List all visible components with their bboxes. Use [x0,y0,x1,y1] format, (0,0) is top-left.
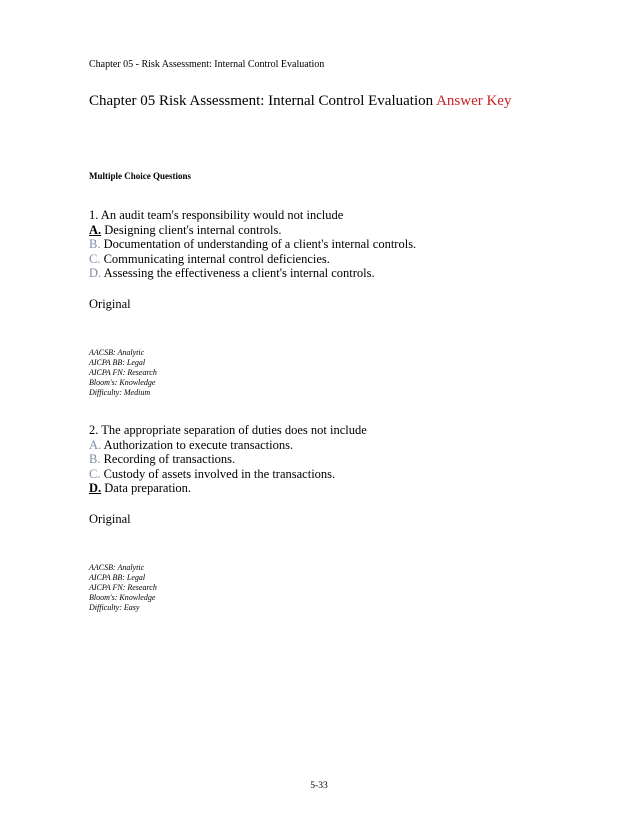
option-letter: A. [89,437,102,452]
title-main: Chapter 05 Risk Assessment: Internal Control Evaluation [89,93,434,109]
option-text: Recording of transactions. [103,452,236,466]
tag-aicpa-bb: AICPA BB: Legal [89,357,146,367]
tag-aicpa-fn: AICPA FN: Research [89,367,157,377]
option-letter: C. [89,466,101,481]
option-letter: D. [89,266,102,280]
option-d [89,481,559,496]
option-c [89,252,559,267]
option-letter: B. [89,237,101,251]
question-tags [89,348,559,398]
option-text: Data preparation. [104,481,192,495]
option-text: Designing client's internal controls. [104,222,282,237]
tag-blooms: Bloom's: Knowledge [89,377,156,387]
tag-difficulty: Difficulty: Easy [89,602,140,612]
question-stem: 1. An audit team's responsibility would not include [89,208,344,222]
option-text: Communicating internal control deficiencies. [103,251,330,266]
running-header: Chapter 05 - Risk Assessment: Internal Control Evaluation [89,59,325,70]
tag-aicpa-fn: AICPA FN: Research [89,582,157,592]
option-letter: C. [89,251,101,266]
document-title [89,93,511,110]
tag-aacsb: AACSB: Analytic [89,562,145,572]
question-stem: 2. The appropriate separation of duties does not include [89,423,367,437]
tag-difficulty: Difficulty: Medium [89,387,151,397]
option-b [89,237,559,252]
section-heading: Multiple Choice Questions [89,171,192,181]
option-d [89,266,559,281]
option-letter: D. [89,481,102,495]
option-text: Documentation of understanding of a client's internal controls. [103,237,417,251]
option-a [89,438,559,453]
option-letter: A. [89,222,102,237]
option-text: Authorization to execute transactions. [103,437,294,452]
option-b [89,452,559,467]
option-a [89,223,559,238]
option-text: Custody of assets involved in the transactions. [103,466,336,481]
tag-blooms: Bloom's: Knowledge [89,592,156,602]
option-c [89,467,559,482]
tag-aacsb: AACSB: Analytic [89,347,145,357]
option-text: Assessing the effectiveness a client's internal controls. [103,266,375,280]
question-1 [89,208,559,398]
question-source: Original [89,296,131,311]
title-answer-key: Answer Key [436,93,512,109]
tag-aicpa-bb: AICPA BB: Legal [89,572,146,582]
question-tags [89,563,559,613]
question-2 [89,423,559,613]
question-source: Original [89,511,131,526]
option-letter: B. [89,452,101,466]
page-number: 5-33 [310,781,328,791]
